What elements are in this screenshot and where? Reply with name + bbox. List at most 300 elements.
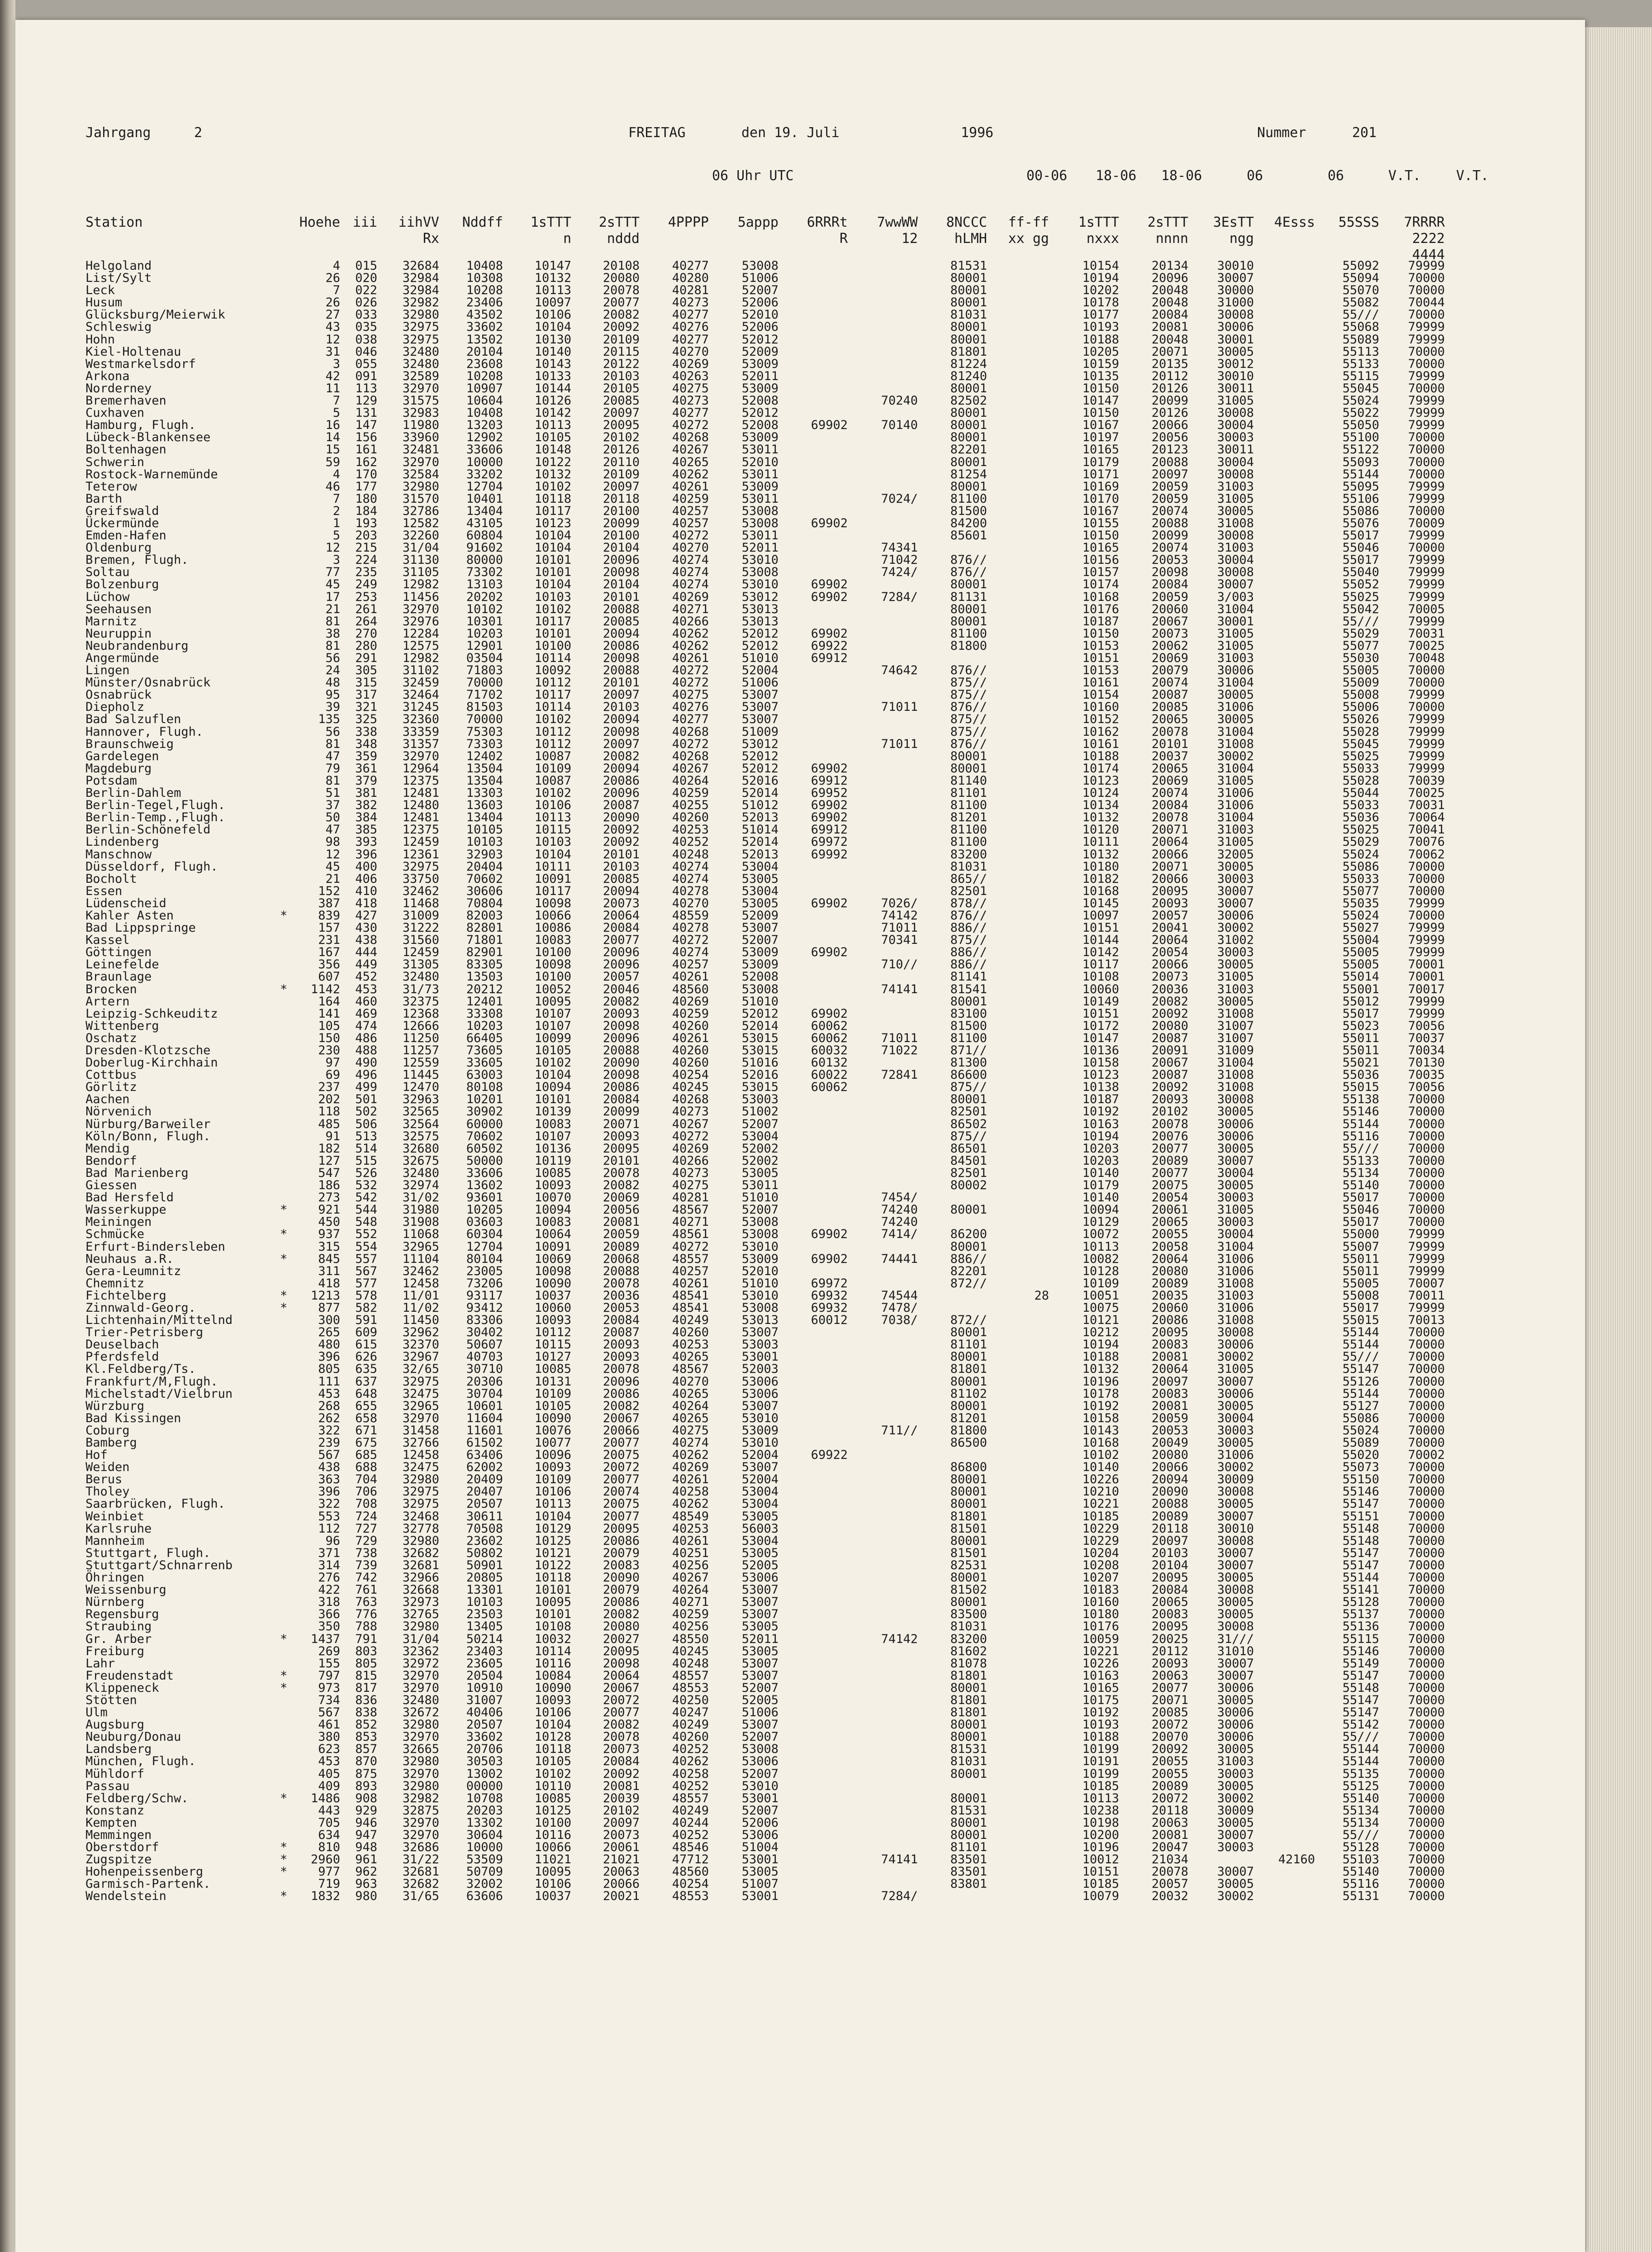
cell-t2: 20102 [603, 1803, 640, 1818]
table-row [85, 689, 1524, 701]
table-row [85, 1069, 1524, 1081]
cell-iihvv: 12964 [402, 761, 439, 776]
cell-x1: 10199 [1082, 1742, 1119, 1757]
cell-t2: 20077 [603, 1472, 640, 1487]
table-row [85, 468, 1524, 481]
table-row [85, 1571, 1524, 1584]
cell-w: 7026/ [881, 896, 918, 910]
table-row [85, 1130, 1524, 1143]
cell-iihvv: 31130 [402, 553, 439, 567]
cell-hoehe: 81 [325, 737, 340, 751]
cell-p: 40265 [672, 1386, 709, 1401]
table-row [85, 701, 1524, 713]
cell-x5: 55/// [1342, 1350, 1379, 1364]
cell-iii: 609 [355, 1325, 377, 1340]
cell-nddff: 33202 [466, 467, 503, 481]
cell-t2: 20092 [603, 1766, 640, 1781]
cell-t2: 20077 [603, 1509, 640, 1524]
cell-x5: 55128 [1342, 1595, 1379, 1609]
cell-n: 80001 [950, 614, 987, 628]
cell-x7: 70017 [1408, 982, 1445, 996]
cell-n: 80001 [950, 430, 987, 445]
table-row [85, 1853, 1524, 1866]
station-name: Mannheim [85, 1533, 145, 1548]
cell-p: 40261 [672, 1031, 709, 1045]
cell-x1: 10177 [1082, 308, 1119, 322]
cell-x2: 20083 [1151, 1607, 1188, 1622]
cell-x2: 20097 [1151, 467, 1188, 481]
cell-t1: 10117 [534, 504, 571, 518]
cell-nddff: 40703 [466, 1350, 503, 1364]
cell-p: 40253 [672, 1521, 709, 1536]
cell-hoehe: 21 [325, 602, 340, 616]
table-row [85, 1670, 1524, 1682]
cell-t2: 20069 [603, 1190, 640, 1205]
cell-x1: 10196 [1082, 1374, 1119, 1389]
cell-x5: 55140 [1342, 1865, 1379, 1879]
cell-nddff: 00000 [466, 1779, 503, 1793]
mountain-station-marker: * [280, 1681, 288, 1695]
cell-x5: 55116 [1342, 1129, 1379, 1143]
cell-t2: 20100 [603, 504, 640, 518]
station-name: Weissenburg [85, 1583, 166, 1597]
cell-nddff: 10208 [466, 369, 503, 383]
cell-n: 86200 [950, 1227, 987, 1242]
cell-iihvv: 11257 [402, 1043, 439, 1057]
cell-x7: 79999 [1408, 921, 1445, 935]
cell-x2: 20071 [1151, 1693, 1188, 1707]
cell-w: 71011 [881, 737, 918, 751]
cell-a: 53009 [741, 430, 779, 445]
cell-x7: 79999 [1408, 614, 1445, 628]
station-name: Weinbiet [85, 1509, 145, 1524]
cell-x7: 70000 [1408, 1411, 1445, 1425]
cell-p: 40271 [672, 1215, 709, 1229]
cell-x2: 20072 [1151, 1791, 1188, 1805]
cell-a: 52013 [741, 810, 779, 825]
cell-p: 40269 [672, 1141, 709, 1156]
station-name: Frankfurt/M,Flugh. [85, 1374, 218, 1389]
table-row [85, 1510, 1524, 1523]
cell-x5: 55076 [1342, 516, 1379, 530]
cell-t2: 20083 [603, 1558, 640, 1572]
cell-iihvv: 31102 [402, 663, 439, 678]
cell-iii: 544 [355, 1203, 377, 1217]
cell-x1: 10205 [1082, 344, 1119, 359]
cell-iihvv: 12470 [402, 1080, 439, 1095]
cell-x7: 70013 [1408, 1313, 1445, 1328]
cell-x7: 70000 [1408, 1117, 1445, 1131]
cell-a: 53013 [741, 614, 779, 628]
cell-nddff: 33606 [466, 1166, 503, 1180]
station-name: Kiel-Holtenau [85, 344, 181, 359]
cell-x5: 55136 [1342, 1619, 1379, 1634]
cell-x3: 30002 [1217, 1791, 1254, 1805]
cell-x5: 55086 [1342, 504, 1379, 518]
cell-x7: 79999 [1408, 933, 1445, 947]
cell-a: 53009 [741, 1423, 779, 1438]
cell-nddff: 30902 [466, 1105, 503, 1119]
cell-x1: 10159 [1082, 357, 1119, 371]
cell-x5: 55024 [1342, 908, 1379, 923]
station-name: Lichtenhain/Mittelnd [85, 1313, 233, 1328]
cell-x5: 55100 [1342, 430, 1379, 445]
cell-iii: 035 [355, 320, 377, 334]
cell-x7: 70000 [1408, 1803, 1445, 1818]
cell-a: 53004 [741, 859, 779, 874]
cell-x2: 20056 [1151, 430, 1188, 445]
column-header-x3: 3EsTT [1213, 214, 1254, 230]
cell-nddff: 60000 [466, 1117, 503, 1131]
cell-p: 40263 [672, 369, 709, 383]
cell-hoehe: 1437 [310, 1632, 340, 1646]
cell-x5: 55068 [1342, 320, 1379, 334]
cell-t1: 10113 [534, 1497, 571, 1511]
cell-iii: 305 [355, 663, 377, 678]
station-name: Brocken [85, 982, 137, 996]
cell-n: 81100 [950, 835, 987, 849]
cell-t2: 20021 [603, 1889, 640, 1904]
cell-t2: 20103 [603, 700, 640, 714]
cell-x2: 20118 [1151, 1803, 1188, 1818]
cell-x5: 55036 [1342, 1068, 1379, 1082]
cell-iihvv: 32970 [402, 1730, 439, 1744]
cell-n: 84501 [950, 1153, 987, 1168]
column-header-nddff: Nddff [462, 214, 503, 230]
cell-hoehe: 422 [318, 1583, 340, 1597]
cell-t2: 20073 [603, 1742, 640, 1757]
cell-r: 69992 [811, 847, 848, 862]
cell-a: 52010 [741, 308, 779, 322]
cell-x3: 31006 [1217, 786, 1254, 800]
cell-x1: 10150 [1082, 528, 1119, 543]
cell-iii: 729 [355, 1533, 377, 1548]
cell-t1: 10108 [534, 1619, 571, 1634]
cell-x2: 20078 [1151, 1117, 1188, 1131]
cell-x3: 31004 [1217, 676, 1254, 690]
cell-x3: 30007 [1217, 1509, 1254, 1524]
cell-x2: 20071 [1151, 859, 1188, 874]
cell-iihvv: 32668 [402, 1583, 439, 1597]
table-row [85, 1535, 1524, 1547]
table-row [85, 1290, 1524, 1302]
cell-iihvv: 12480 [402, 798, 439, 813]
cell-t2: 20109 [603, 467, 640, 481]
cell-x7: 70025 [1408, 638, 1445, 653]
cell-iihvv: 32584 [402, 467, 439, 481]
cell-a: 53007 [741, 1607, 779, 1622]
cell-n: 86500 [950, 1436, 987, 1450]
cell-iii: 177 [355, 479, 377, 494]
cell-x1: 10176 [1082, 1619, 1119, 1634]
cell-hoehe: 69 [325, 1068, 340, 1082]
cell-hoehe: 95 [325, 688, 340, 702]
cell-x7: 70005 [1408, 602, 1445, 616]
cell-p: 40271 [672, 1595, 709, 1609]
cell-hoehe: 318 [318, 1595, 340, 1609]
column-header-ff: ff-ff [1008, 214, 1049, 230]
cell-x5: 55134 [1342, 1166, 1379, 1180]
cell-x5: 55140 [1342, 1178, 1379, 1193]
cell-p: 40272 [672, 528, 709, 543]
cell-a: 52007 [741, 1117, 779, 1131]
cell-iii: 184 [355, 504, 377, 518]
cell-a: 52014 [741, 786, 779, 800]
column-header-n: 8NCCC [946, 214, 987, 230]
cell-iii: 655 [355, 1399, 377, 1413]
cell-x7: 79999 [1408, 994, 1445, 1009]
cell-hoehe: 1486 [310, 1791, 340, 1805]
mountain-station-marker: * [280, 1840, 288, 1855]
cell-iihvv: 31980 [402, 1203, 439, 1217]
cell-hoehe: 12 [325, 541, 340, 555]
cell-t1: 10098 [534, 1264, 571, 1278]
cell-x7: 79999 [1408, 553, 1445, 567]
cell-x2: 20090 [1151, 1485, 1188, 1499]
cell-n: 80001 [950, 761, 987, 776]
cell-x7: 70000 [1408, 430, 1445, 445]
cell-x5: 55134 [1342, 1803, 1379, 1818]
cell-a: 53007 [741, 1595, 779, 1609]
cell-iii: 486 [355, 1031, 377, 1045]
cell-p: 40272 [672, 1129, 709, 1143]
cell-iihvv: 12458 [402, 1448, 439, 1462]
cell-x5: 55011 [1342, 1252, 1379, 1266]
cell-a: 53012 [741, 737, 779, 751]
cell-x2: 20063 [1151, 1668, 1188, 1683]
station-name: Emden-Hafen [85, 528, 166, 543]
cell-p: 40265 [672, 1411, 709, 1425]
cell-x1: 10202 [1082, 283, 1119, 298]
cell-t2: 20101 [603, 1153, 640, 1168]
cell-t2: 20126 [603, 443, 640, 457]
station-name: Gr. Arber [85, 1632, 152, 1646]
cell-t2: 20096 [603, 786, 640, 800]
cell-p: 40278 [672, 884, 709, 898]
cell-x7: 70000 [1408, 1754, 1445, 1769]
vt-label-b: V.T. [1456, 168, 1489, 184]
cell-x2: 20077 [1151, 1681, 1188, 1695]
cell-x3: 30010 [1217, 1521, 1254, 1536]
cell-r: 69972 [811, 1276, 848, 1290]
cell-t1: 10126 [534, 394, 571, 408]
cell-a: 51010 [741, 1190, 779, 1205]
cell-nddff: 81503 [466, 700, 503, 714]
cell-t2: 20082 [603, 1178, 640, 1193]
cell-x7: 70000 [1408, 1105, 1445, 1119]
cell-w: 7424/ [881, 565, 918, 580]
cell-x5: 55147 [1342, 1668, 1379, 1683]
cell-hoehe: 45 [325, 577, 340, 592]
cell-hoehe: 276 [318, 1571, 340, 1585]
cell-x5: 55144 [1342, 1117, 1379, 1131]
cell-hoehe: 2 [332, 504, 340, 518]
cell-x3: 30004 [1217, 1411, 1254, 1425]
station-name: Glücksburg/Meierwik [85, 308, 225, 322]
cell-a: 51014 [741, 823, 779, 837]
cell-x2: 20118 [1151, 1521, 1188, 1536]
cell-nddff: 70000 [466, 676, 503, 690]
cell-p: 40272 [672, 663, 709, 678]
cell-p: 40272 [672, 1239, 709, 1254]
cell-nddff: 71702 [466, 688, 503, 702]
cell-a: 52003 [741, 1362, 779, 1376]
cell-x3: 31003 [1217, 651, 1254, 665]
cell-n: 875// [950, 1129, 987, 1143]
cell-x3: 30006 [1217, 1730, 1254, 1744]
cell-n: 82501 [950, 884, 987, 898]
cell-x5: 55012 [1342, 994, 1379, 1009]
cell-t1: 10117 [534, 884, 571, 898]
cell-t1: 10101 [534, 565, 571, 580]
cell-x3: 30008 [1217, 1485, 1254, 1499]
cell-x3: 30002 [1217, 1460, 1254, 1475]
cell-n: 82201 [950, 1264, 987, 1278]
cell-t1: 10106 [534, 798, 571, 813]
cell-x5: 55045 [1342, 381, 1379, 395]
cell-t1: 10098 [534, 896, 571, 910]
cell-iii: 577 [355, 1276, 377, 1290]
cell-x7: 70000 [1408, 1460, 1445, 1475]
cell-a: 52007 [741, 1730, 779, 1744]
cell-iihvv: 12575 [402, 638, 439, 653]
cell-x1: 10108 [1082, 970, 1119, 984]
station-name: Diepholz [85, 700, 145, 714]
column-header-x4: 4Esss [1274, 214, 1315, 230]
cell-t1: 10085 [534, 1166, 571, 1180]
cell-a: 52008 [741, 394, 779, 408]
table-row [85, 628, 1524, 640]
cell-x7: 70000 [1408, 1129, 1445, 1143]
cell-nddff: 10401 [466, 491, 503, 506]
cell-a: 53010 [741, 1239, 779, 1254]
cell-x3: 30007 [1217, 1546, 1254, 1560]
cell-t1: 10104 [534, 320, 571, 334]
cell-iii: 788 [355, 1619, 377, 1634]
cell-x7: 70000 [1408, 1141, 1445, 1156]
cell-t2: 20084 [603, 1754, 640, 1769]
cell-r: 69972 [811, 835, 848, 849]
weekday: FREITAG [628, 125, 686, 141]
cell-p: 40247 [672, 1705, 709, 1720]
table-row [85, 1032, 1524, 1044]
cell-t1: 10110 [534, 1779, 571, 1793]
cell-n: 80001 [950, 332, 987, 347]
cell-x7: 79999 [1408, 724, 1445, 739]
table-row [85, 1204, 1524, 1216]
cell-iihvv: 32589 [402, 369, 439, 383]
cell-t2: 20097 [603, 688, 640, 702]
cell-n: 81800 [950, 1423, 987, 1438]
cell-x3: 30009 [1217, 1803, 1254, 1818]
cell-hoehe: 409 [318, 1779, 340, 1793]
cell-x3: 30006 [1217, 663, 1254, 678]
cell-n: 81801 [950, 1509, 987, 1524]
cell-iii: 501 [355, 1092, 377, 1107]
cell-x1: 10188 [1082, 749, 1119, 763]
cell-a: 52012 [741, 761, 779, 776]
cell-iii: 325 [355, 712, 377, 727]
station-name: Leck [85, 283, 115, 298]
column-subheader-t2: nddd [607, 231, 640, 247]
cell-iii: 980 [355, 1889, 377, 1904]
cell-x7: 79999 [1408, 1300, 1445, 1315]
cell-iii: 552 [355, 1227, 377, 1242]
cell-t1: 10066 [534, 908, 571, 923]
cell-a: 52007 [741, 1203, 779, 1217]
mountain-station-marker: * [280, 982, 288, 996]
cell-t1: 10102 [534, 712, 571, 727]
cell-p: 40267 [672, 1571, 709, 1585]
cell-p: 40249 [672, 1803, 709, 1818]
cell-x1: 10163 [1082, 1668, 1119, 1683]
cell-x1: 10174 [1082, 761, 1119, 776]
cell-p: 40273 [672, 1105, 709, 1119]
cell-t2: 20078 [603, 1276, 640, 1290]
cell-x3: 30008 [1217, 406, 1254, 420]
cell-hoehe: 356 [318, 957, 340, 972]
cell-x2: 20025 [1151, 1632, 1188, 1646]
cell-x5: 55116 [1342, 1877, 1379, 1891]
cell-n: 81100 [950, 626, 987, 641]
cell-a: 53008 [741, 1300, 779, 1315]
table-row [85, 1890, 1524, 1902]
cell-t1: 10106 [534, 1877, 571, 1891]
cell-iihvv: 32462 [402, 884, 439, 898]
cell-iii: 022 [355, 283, 377, 298]
cell-t1: 10114 [534, 700, 571, 714]
cell-x2: 20093 [1151, 1092, 1188, 1107]
cell-hoehe: 237 [318, 1080, 340, 1095]
cell-x1: 10160 [1082, 1595, 1119, 1609]
cell-iii: 280 [355, 638, 377, 653]
station-name: Pferdsfeld [85, 1350, 159, 1364]
cell-x1: 10079 [1082, 1889, 1119, 1904]
cell-t1: 10037 [534, 1288, 571, 1303]
cell-n: 81100 [950, 823, 987, 837]
mountain-station-marker: * [280, 1865, 288, 1879]
cell-x3: 31004 [1217, 602, 1254, 616]
cell-p: 40274 [672, 577, 709, 592]
cell-x3: 30008 [1217, 1583, 1254, 1597]
cell-x5: 55115 [1342, 1632, 1379, 1646]
cell-nddff: 66405 [466, 1031, 503, 1045]
cell-a: 52012 [741, 1006, 779, 1021]
cell-p: 40254 [672, 1068, 709, 1082]
cell-nddff: 23005 [466, 1264, 503, 1278]
cell-iii: 427 [355, 908, 377, 923]
table-row [85, 1485, 1524, 1498]
cell-hoehe: 118 [318, 1105, 340, 1119]
cell-nddff: 13302 [466, 1815, 503, 1830]
table-row [85, 836, 1524, 848]
cell-iihvv: 31009 [402, 908, 439, 923]
cell-t2: 20084 [603, 1313, 640, 1328]
cell-t2: 20082 [603, 994, 640, 1009]
cell-x3: 30005 [1217, 1595, 1254, 1609]
cell-t1: 10100 [534, 970, 571, 984]
cell-hoehe: 485 [318, 1117, 340, 1131]
cell-a: 51002 [741, 1105, 779, 1119]
cell-p: 40274 [672, 859, 709, 874]
cell-x5: 55126 [1342, 1374, 1379, 1389]
cell-x1: 10123 [1082, 1068, 1119, 1082]
cell-x5: 55073 [1342, 1460, 1379, 1475]
cell-x3: 31004 [1217, 810, 1254, 825]
cell-iii: 203 [355, 528, 377, 543]
cell-x7: 70000 [1408, 1840, 1445, 1855]
cell-x7: 70064 [1408, 810, 1445, 825]
